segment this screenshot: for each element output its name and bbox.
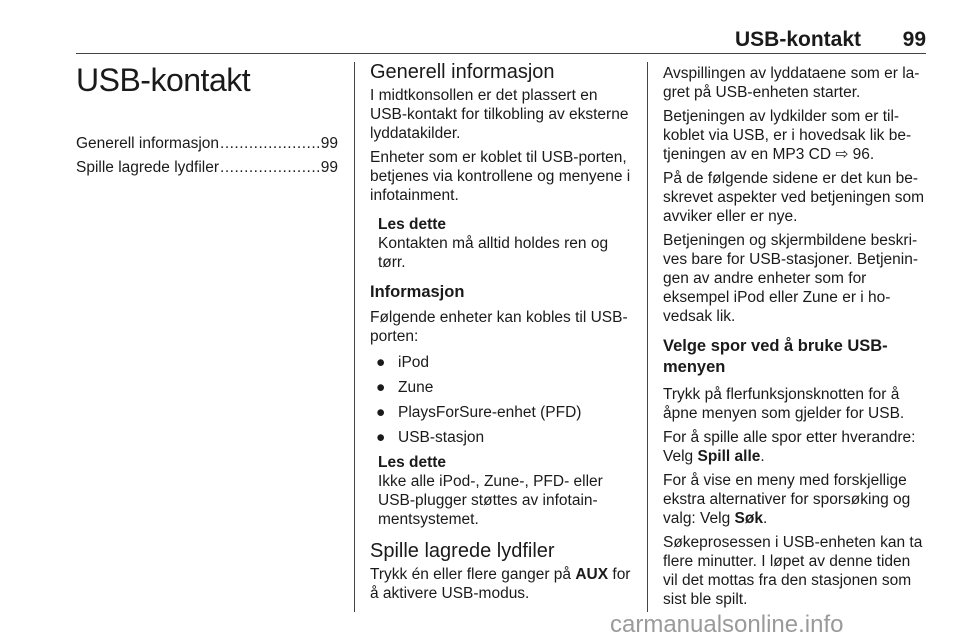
paragraph: Trykk på flerfunksjonsknotten for å åpne menyen som gjelder for USB.: [663, 386, 905, 422]
paragraph: Følgende enheter kan kobles til USB-porten:: [370, 309, 628, 345]
paragraph: Avspillingen av lyddataene som er la-gret på USB-enheten starter.: [663, 65, 920, 101]
menu-option-label: Søk: [734, 510, 763, 527]
header-title: USB-kontakt: [735, 28, 862, 51]
note-text: Kontakten må alltid holdes ren og tørr.: [378, 235, 609, 271]
chapter-title: USB-kontakt: [76, 62, 251, 98]
text-run: for å aktivere USB-modus.: [370, 566, 631, 602]
header-rule: [76, 53, 926, 54]
paragraph: I midtkonsollen er det plassert en USB-kontakt for tilkobling av eksterne lyddatakilder.: [370, 87, 629, 142]
paragraph: [663, 428, 928, 466]
column-3: [663, 64, 928, 614]
text-run: .: [762, 510, 768, 527]
aux-button-label: AUX: [575, 566, 609, 583]
column-2: [370, 60, 632, 608]
toc-page: 99: [320, 135, 338, 152]
text-run: For å vise en meny med forskjellige ekstra alternativer for sporsøking og valg: Velg: [663, 472, 911, 527]
section-heading-general: Generell informasjon: [370, 61, 555, 83]
list-item-text: USB-stasjon: [398, 429, 485, 446]
text-run: For å spille alle spor etter hverandre: Velg: [663, 429, 916, 465]
bullet-icon: ●: [376, 429, 386, 446]
bullet-icon: ●: [376, 404, 386, 421]
bullet-icon: ●: [376, 379, 386, 396]
note-box: [378, 453, 632, 529]
toc-leader: [220, 158, 320, 177]
toc-entry[interactable]: [76, 134, 338, 153]
note-label: Les dette: [378, 454, 447, 471]
subheading-select: Velge spor ved å bruke USB-menyen: [663, 337, 888, 376]
note-label: Les dette: [378, 216, 447, 233]
toc-label: Generell informasjon: [76, 135, 220, 152]
section-heading-play: Spille lagrede lydfiler: [370, 540, 555, 562]
list-item-text: Zune: [398, 379, 434, 396]
list-item: [376, 378, 632, 397]
column-divider-1: [354, 62, 355, 612]
paragraph: [370, 565, 632, 603]
list-item: [376, 403, 632, 422]
text-run: .: [760, 448, 765, 465]
subheading-info: Informasjon: [370, 283, 465, 301]
paragraph: På de følgende sidene er det kun be-skrevet aspekter ved betjeningen som avviker eller er nye.: [663, 170, 925, 225]
note-text: Ikke alle iPod-, Zune-, PFD- eller USB-plugger støttes av infotain-mentsystemet.: [378, 473, 603, 528]
list-item-text: iPod: [398, 354, 430, 371]
menu-option-label: Spill alle: [697, 448, 761, 465]
note-box: [378, 215, 632, 272]
bullet-icon: ●: [376, 354, 386, 371]
toc-page: 99: [320, 159, 338, 176]
page-number: 99: [902, 28, 926, 51]
paragraph: Søkeprosessen i USB-enheten kan ta flere minutter. I løpet av denne tiden vil det mottas fra den stasjonen som sist ble spilt.: [663, 534, 923, 608]
paragraph: Enheter som er koblet til USB-porten, betjenes via kontrollene og menyene i infotainment.: [370, 149, 631, 204]
text-run: Trykk én eller flere ganger på: [370, 566, 576, 583]
watermark: carmanualsonline.info: [610, 611, 844, 638]
list-item-text: PlaysForSure-enhet (PFD): [398, 404, 582, 421]
list-item: [376, 428, 632, 447]
paragraph: Betjeningen av lydkilder som er til-koblet via USB, er i hovedsak lik be-tjeningen av en MP3 CD ⇨ 96.: [663, 108, 912, 163]
paragraph: [663, 471, 928, 528]
toc-entry[interactable]: [76, 158, 338, 177]
paragraph: Betjeningen og skjermbildene beskri-ves bare for USB-stasjoner. Betjenin-gen av andre enheter som for eksempel iPod eller Zune er i ho-vedsak lik.: [663, 232, 919, 325]
toc-leader: [220, 134, 320, 153]
toc-label: Spille lagrede lydfiler: [76, 159, 220, 176]
column-divider-2: [647, 62, 648, 612]
column-1: [76, 60, 338, 182]
list-item: [376, 353, 632, 372]
